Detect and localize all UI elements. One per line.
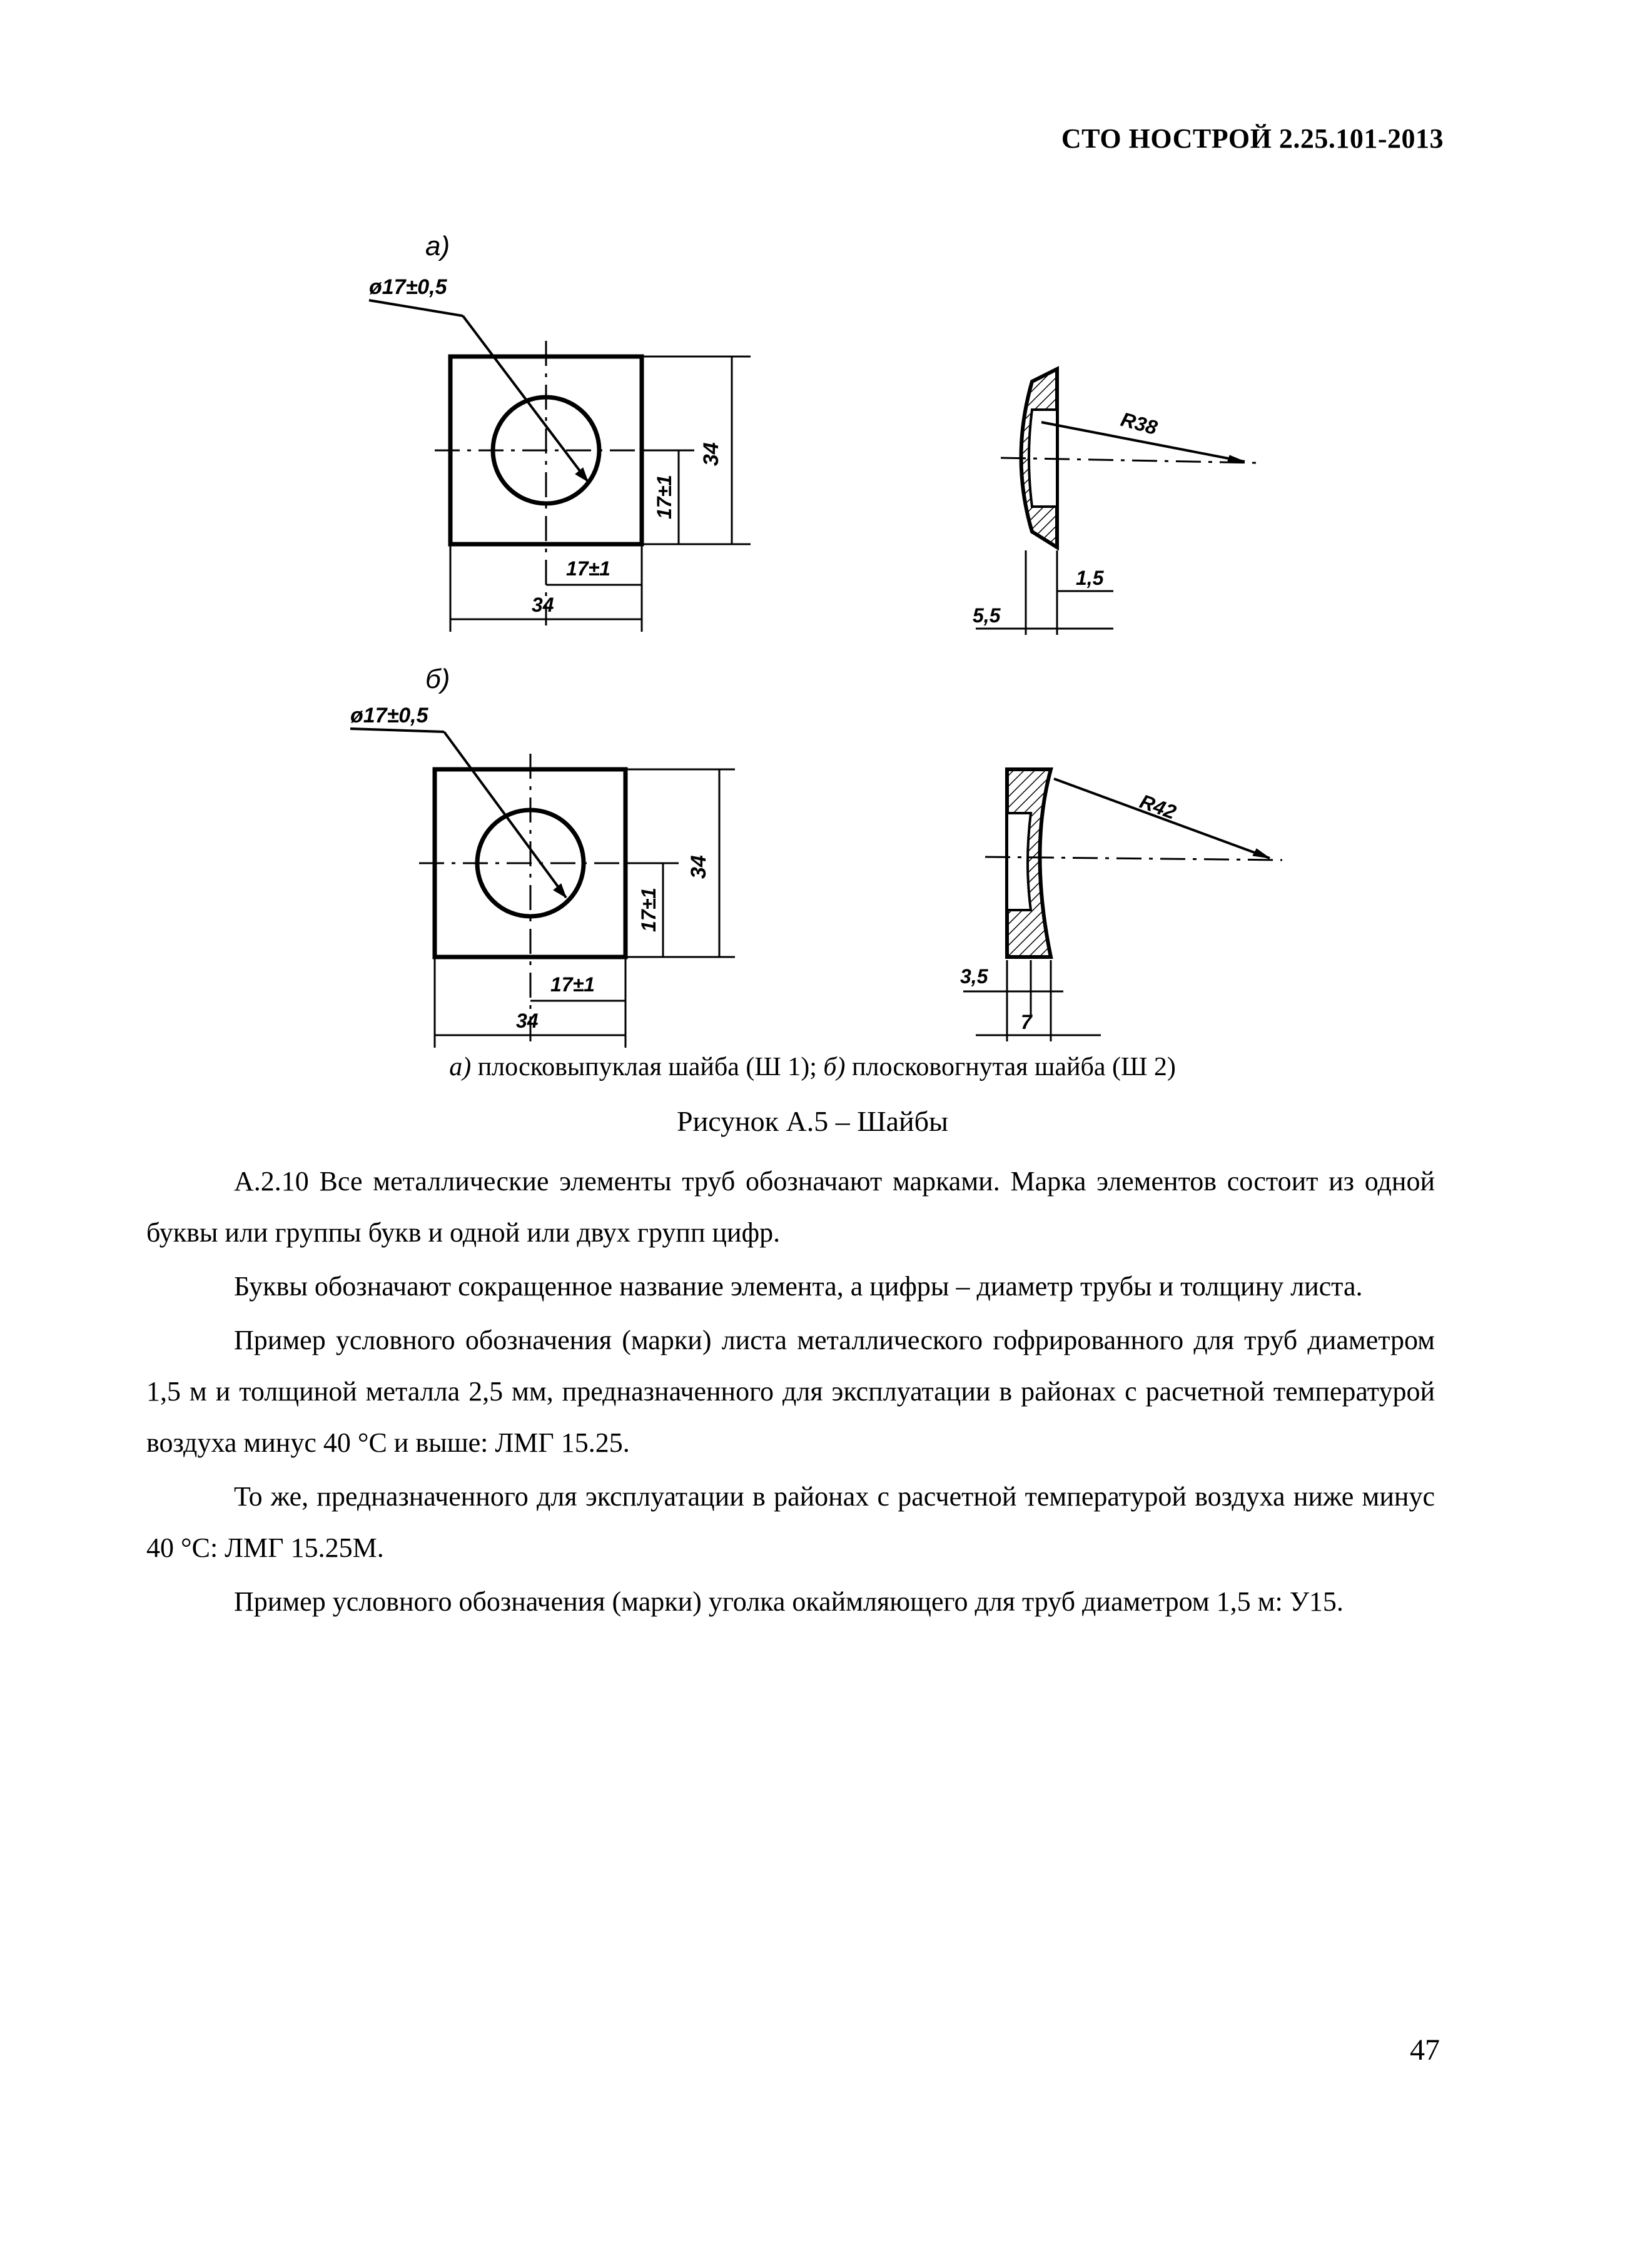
body-text <box>146 1156 1435 1630</box>
figure-a-label: а) <box>425 231 450 261</box>
dim-a-height: 34 <box>699 442 723 466</box>
dim-a-half-width: 17±1 <box>566 557 610 580</box>
dim-a-thickness-center: 1,5 <box>1076 567 1104 589</box>
dim-b-width: 34 <box>516 1010 539 1032</box>
figure-b-label: б) <box>425 664 450 694</box>
dim-b-height: 34 <box>687 855 711 879</box>
caption-b-text: плосковогнутая шайба (Ш 2) <box>852 1053 1176 1081</box>
dim-a-radius: R38 <box>1118 407 1160 439</box>
dim-b-thickness-edge: 7 <box>1021 1011 1032 1033</box>
washer-b-plan <box>350 729 735 1048</box>
dim-a-width: 34 <box>532 594 554 616</box>
paragraph: Пример условного обозначения (марки) уголка окаймляющего для труб диаметром 1,5 м: У15. <box>234 1586 1344 1617</box>
paragraph: А.2.10 Все металлические элементы труб обозначают марками. Марка элементов состоит из одной буквы или группы букв и одной или двух групп цифр. <box>146 1166 1435 1248</box>
paragraph: Пример условного обозначения (марки) листа металлического гофрированного для труб диаметром 1,5 м и толщиной металла 2,5 мм, предназначенного для эксплуатации в районах с расчетной температурой воздуха минус 40 °С и выше: ЛМГ 15.25. <box>146 1325 1435 1458</box>
document-header: СТО НОСТРОЙ 2.25.101-2013 <box>1061 123 1444 154</box>
figure-subcaption <box>0 1052 1625 1082</box>
dim-b-radius: R42 <box>1136 789 1180 824</box>
dim-b-hole-diameter: ø17±0,5 <box>350 704 428 727</box>
paragraph: То же, предназначенного для эксплуатации в районах с расчетной температурой воздуха ниже минус 40 °С: ЛМГ 15.25М. <box>146 1481 1435 1563</box>
caption-a-text: плосковыпуклая шайба (Ш 1); <box>477 1053 817 1081</box>
dim-b-half-width: 17±1 <box>550 973 595 996</box>
dim-a-thickness-edge: 5,5 <box>973 604 1001 627</box>
dim-a-half-height: 17±1 <box>653 475 676 519</box>
dim-a-hole-diameter: ø17±0,5 <box>369 275 447 299</box>
dim-b-thickness-center: 3,5 <box>960 965 988 988</box>
washer-a-plan <box>369 300 751 632</box>
caption-a-label: а) <box>449 1053 472 1081</box>
page-number: 47 <box>1410 2033 1440 2067</box>
caption-b-label: б) <box>823 1053 846 1081</box>
washer-b-section <box>963 769 1282 1041</box>
washer-a-section <box>976 369 1257 635</box>
dim-b-half-height: 17±1 <box>637 888 660 932</box>
paragraph: Буквы обозначают сокращенное название элемента, а цифры – диаметр трубы и толщину листа. <box>234 1271 1363 1302</box>
figure-title: Рисунок А.5 – Шайбы <box>677 1105 948 1137</box>
washers-figure <box>0 0 1625 1113</box>
